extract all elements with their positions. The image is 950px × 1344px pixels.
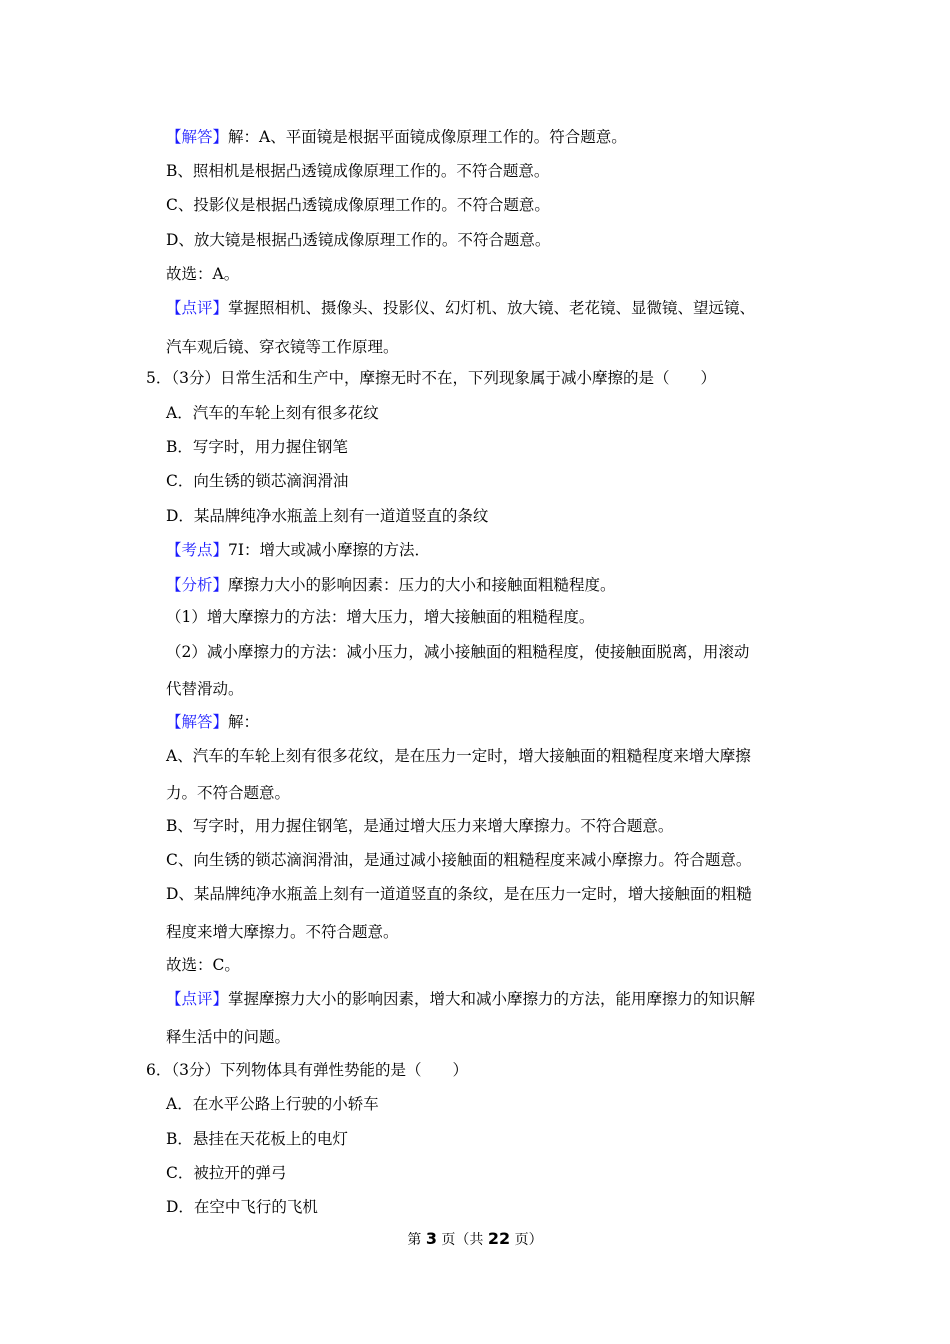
option-c: C．被拉开的弹弓	[166, 1164, 287, 1182]
review-line	[166, 298, 755, 318]
review-line-cont: 汽车观后镜、穿衣镜等工作原理。	[166, 338, 399, 356]
answer-tag: 【解答】	[166, 128, 229, 146]
answer-text: 解：A、平面镜是根据平面镜成像原理工作的。符合题意。	[228, 128, 627, 146]
answer-c: C、向生锈的锁芯滴润滑油，是通过减小接触面的粗糙程度来减小摩擦力。符合题意。	[166, 851, 752, 869]
answer-b: B、写字时，用力握住钢笔，是通过增大压力来增大摩擦力。不符合题意。	[166, 817, 674, 835]
analysis-point-2: （2）减小摩擦力的方法：减小压力，减小接触面的粗糙程度，使接触面脱离，用滚动	[166, 643, 750, 661]
option-d: D．某品牌纯净水瓶盖上刻有一道道竖直的条纹	[166, 507, 489, 525]
page-footer	[0, 1229, 950, 1249]
answer-a-cont: 力。不符合题意。	[166, 784, 291, 802]
question-stem: 6．（3分）下列物体具有弹性势能的是（ ）	[146, 1061, 468, 1079]
option-a: A．在水平公路上行驶的小轿车	[166, 1095, 379, 1113]
page-total: 22	[487, 1229, 511, 1248]
answer-option-c: C、投影仪是根据凸透镜成像原理工作的。不符合题意。	[166, 196, 550, 214]
footer-prefix: 第	[407, 1232, 426, 1248]
review-tag: 【点评】	[166, 299, 229, 317]
footer-middle: 页（共	[436, 1232, 488, 1248]
choice-line: 故选：C。	[166, 956, 240, 974]
review-text: 掌握摩擦力大小的影响因素，增大和减小摩擦力的方法，能用摩擦力的知识解	[228, 990, 756, 1008]
answer-d: D、某品牌纯净水瓶盖上刻有一道道竖直的条纹，是在压力一定时，增大接触面的粗糙	[166, 885, 752, 903]
answer-option-d: D、放大镜是根据凸透镜成像原理工作的。不符合题意。	[166, 231, 551, 249]
review-line-cont: 释生活中的问题。	[166, 1028, 291, 1046]
answer-line	[166, 712, 259, 732]
option-c: C．向生锈的锁芯滴润滑油	[166, 472, 349, 490]
answer-tag: 【解答】	[166, 713, 229, 731]
page-number: 3	[425, 1229, 437, 1248]
analysis-point-1: （1）增大摩擦力的方法：增大压力，增大接触面的粗糙程度。	[166, 608, 595, 626]
review-line	[166, 989, 755, 1009]
question-stem: 5．（3分）日常生活和生产中，摩擦无时不在，下列现象属于减小摩擦的是（ ）	[146, 369, 716, 387]
option-d: D．在空中飞行的飞机	[166, 1198, 318, 1216]
point-tag: 【考点】	[166, 541, 229, 559]
option-b: B．写字时，用力握住钢笔	[166, 438, 348, 456]
choice-line: 故选：A。	[166, 265, 240, 283]
option-a: A．汽车的车轮上刻有很多花纹	[166, 404, 379, 422]
analysis-tag: 【分析】	[166, 576, 229, 594]
answer-line	[166, 127, 627, 147]
point-text: 7I：增大或减小摩擦的方法．	[228, 541, 431, 559]
analysis-point-2-cont: 代替滑动。	[166, 680, 244, 698]
review-text: 掌握照相机、摄像头、投影仪、幻灯机、放大镜、老花镜、显微镜、望远镜、	[228, 299, 756, 317]
analysis-text: 摩擦力大小的影响因素：压力的大小和接触面粗糙程度。	[228, 576, 616, 594]
review-tag: 【点评】	[166, 990, 229, 1008]
point-line	[166, 540, 430, 560]
footer-suffix: 页）	[510, 1232, 543, 1248]
analysis-line	[166, 575, 616, 595]
answer-option-b: B、照相机是根据凸透镜成像原理工作的。不符合题意。	[166, 162, 550, 180]
answer-a: A、汽车的车轮上刻有很多花纹，是在压力一定时，增大接触面的粗糙程度来增大摩擦	[166, 747, 751, 765]
answer-d-cont: 程度来增大摩擦力。不符合题意。	[166, 923, 399, 941]
option-b: B．悬挂在天花板上的电灯	[166, 1130, 348, 1148]
answer-text: 解：	[228, 713, 260, 731]
